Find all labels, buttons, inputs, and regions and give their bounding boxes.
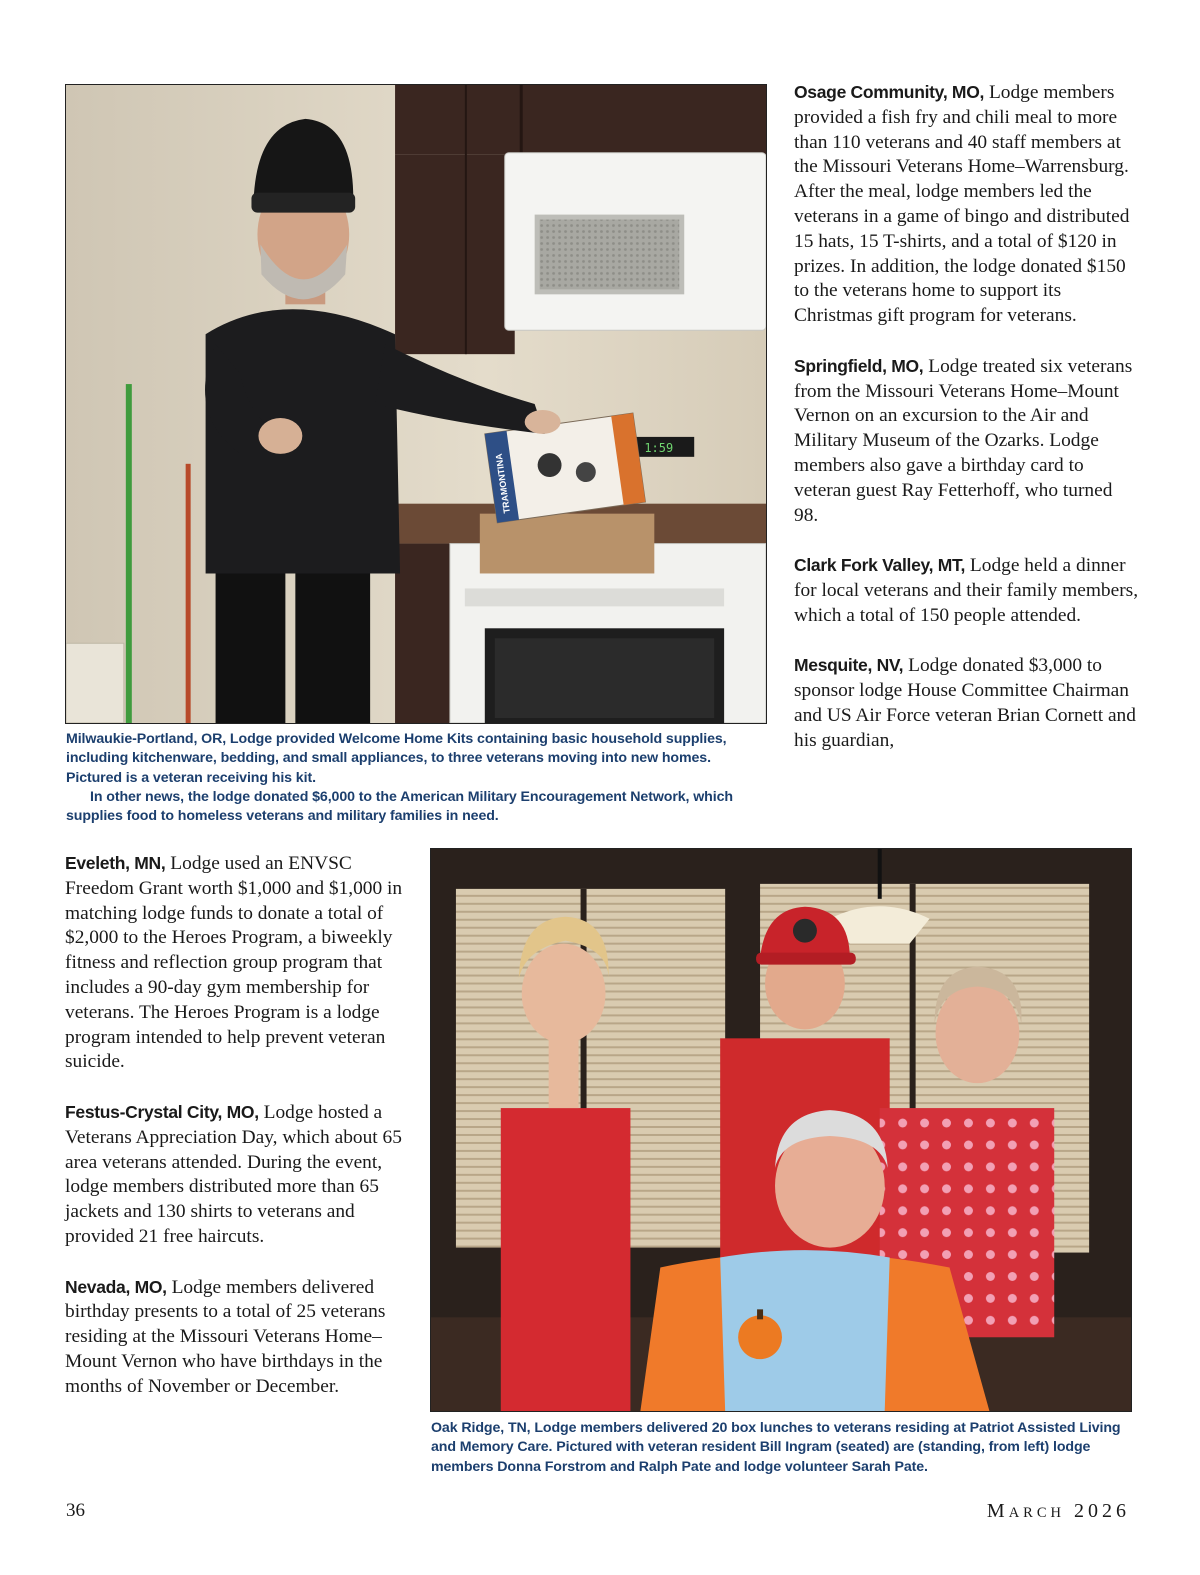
item-body: Lodge hosted a Veterans Appreciation Day, which about 65 area veterans attended. During the event, lodge members distributed more than 65 jackets and 130 shirts to veterans and provided 21 free haircuts.: [65, 1101, 402, 1247]
item-eveleth: [65, 851, 403, 1075]
item-lead: Mesquite, NV,: [794, 655, 904, 676]
box-brand-label: TRAMONTINA: [493, 452, 512, 515]
item-lead: Festus-Crystal City, MO,: [65, 1101, 259, 1122]
item-nevada: [65, 1275, 403, 1400]
top-photo-caption: [66, 730, 766, 826]
item-body: Lodge held a dinner for local veterans and their family members, which a total of 150 people attended.: [794, 555, 1139, 626]
bottom-photo-caption: [431, 1419, 1131, 1477]
item-lead: Eveleth, MN,: [65, 853, 166, 873]
item-body: Lodge members delivered birthday presents to a total of 25 veterans residing at the Missouri Veterans Home–Mount Vernon who have birthdays in the months of November or December.: [65, 1276, 386, 1397]
item-lead: Nevada, MO,: [65, 1276, 167, 1297]
item-mesquite: [794, 653, 1139, 753]
month-rest: ARCH: [1008, 1505, 1065, 1521]
item-osage: [794, 80, 1139, 329]
item-body: Lodge members provided a fish fry and chili meal to more than 110 veterans and 40 staff members at the Missouri Veterans Home–Warrensburg. After the meal, lodge members led the veterans in a game of bingo and distributed 15 hats, 15 T-shirts, and a total of $120 in prizes. In addition, the lodge donated $150 to the veterans home to support its Christmas gift program for veterans.: [794, 82, 1130, 327]
issue-date: [987, 1500, 1130, 1523]
caption-body-milwaukie: Lodge provided Welcome Home Kits containing basic household supplies, including kitchenware, bedding, and small appliances, to three veterans moving into new homes. Pictured is a veteran receiving his kit.: [66, 731, 727, 786]
bottom-photo-illustration: [431, 849, 1131, 1411]
month-initial: M: [986, 1500, 1009, 1522]
item-festus: [65, 1100, 403, 1250]
item-lead: Clark Fork Valley, MT,: [794, 555, 966, 576]
item-body: Lodge donated $3,000 to sponsor lodge House Committee Chairman and US Air Force veteran Brian Cornett and his guardian,: [794, 655, 1136, 751]
caption-lead-oak-ridge: Oak Ridge, TN,: [431, 1420, 531, 1436]
item-springfield: [794, 354, 1139, 529]
left-column: [65, 851, 403, 1424]
caption-lead-milwaukie: Milwaukie-Portland, OR,: [66, 731, 227, 747]
top-photo-illustration: [66, 85, 766, 723]
caption-body-oak-ridge: Lodge members delivered 20 box lunches to veterans residing at Patriot Assisted Living and Memory Care. Pictured with veteran resident Bill Ingram (seated) are (standing, from left) lodge members Donna Forstrom and Ralph Pate and lodge volunteer Sarah Pate.: [431, 1420, 1121, 1475]
item-body: Lodge used an ENVSC Freedom Grant worth $1,000 and $1,000 in matching lodge funds to donate a total of $2,000 to the Heroes Program, a biweekly fitness and reflection group program that includes a 90-day gym membership for veterans. The Heroes Program is a lodge program intended to help prevent veteran suicide.: [65, 853, 403, 1073]
item-body: Lodge treated six veterans from the Missouri Veterans Home–Mount Vernon on an excursion to the Air and Military Museum of the Ozarks. Lodge members also gave a birthday card to veteran guest Ray Fetterhoff, who turned 98.: [794, 355, 1133, 526]
item-lead: Springfield, MO,: [794, 355, 924, 376]
page-number: 36: [66, 1500, 85, 1521]
bottom-photo: [430, 848, 1132, 1412]
oven-clock: 1:59: [644, 440, 674, 455]
top-photo: [65, 84, 767, 724]
issue-year: 2026: [1074, 1500, 1130, 1522]
caption-more-milwaukie: In other news, the lodge donated $6,000 to the American Military Encouragement Network, which supplies food to homeless veterans and military families in need.: [66, 788, 733, 825]
item-clark-fork: [794, 553, 1139, 628]
item-lead: Osage Community, MO,: [794, 82, 985, 102]
right-column: [794, 80, 1139, 778]
